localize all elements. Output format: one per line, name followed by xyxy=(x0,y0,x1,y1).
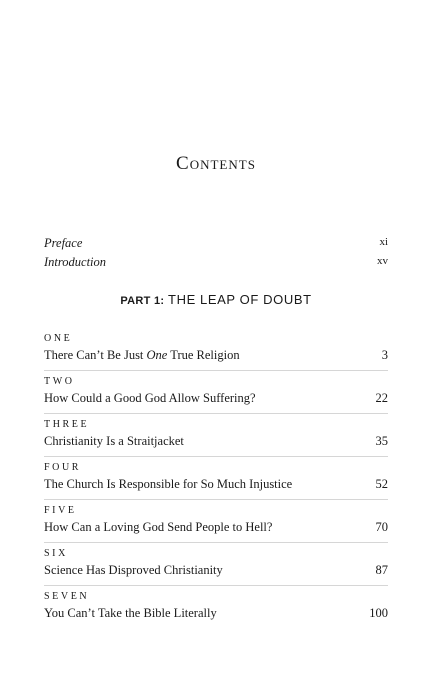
chapter-number: FOUR xyxy=(44,462,82,473)
divider xyxy=(44,413,388,414)
page-number: 87 xyxy=(375,563,388,577)
chapter-number: FIVE xyxy=(44,505,77,516)
chapter-title-part: True Religion xyxy=(167,348,240,362)
chapter-entry-seven[interactable] xyxy=(44,591,388,631)
chapter-entry-five[interactable] xyxy=(44,505,388,545)
chapter-number: THREE xyxy=(44,419,90,430)
page-number: xv xyxy=(377,255,388,267)
chapter-number: SIX xyxy=(44,548,68,559)
chapter-number: SEVEN xyxy=(44,591,90,602)
chapter-title: Christianity Is a Straitjacket xyxy=(44,434,184,448)
chapter-title xyxy=(44,348,240,363)
divider xyxy=(44,585,388,586)
page-number: 100 xyxy=(369,606,388,620)
page-number: 52 xyxy=(375,477,388,491)
divider xyxy=(44,370,388,371)
page-number: 35 xyxy=(375,434,388,448)
front-matter-introduction[interactable] xyxy=(44,255,388,273)
chapter-number: ONE xyxy=(44,333,73,344)
divider xyxy=(44,456,388,457)
part-heading xyxy=(0,292,432,307)
chapter-title: Science Has Disproved Christianity xyxy=(44,563,223,577)
chapter-title-part: There Can’t Be Just xyxy=(44,348,147,362)
divider xyxy=(44,499,388,500)
chapter-title-emphasis: One xyxy=(146,348,168,362)
chapter-entry-one[interactable] xyxy=(44,333,388,373)
chapter-title: The Church Is Responsible for So Much Injustice xyxy=(44,477,293,491)
divider xyxy=(44,542,388,543)
chapter-number: TWO xyxy=(44,376,75,387)
front-matter-preface[interactable] xyxy=(44,236,388,254)
page-number: xi xyxy=(379,236,388,248)
front-matter-label: Introduction xyxy=(44,255,107,269)
chapter-title: You Can’t Take the Bible Literally xyxy=(44,606,217,620)
chapter-entry-three[interactable] xyxy=(44,419,388,459)
chapter-title: How Can a Loving God Send People to Hell? xyxy=(44,520,273,534)
front-matter-label: Preface xyxy=(44,236,83,250)
page-number: 3 xyxy=(381,348,388,362)
page-number: 22 xyxy=(375,391,388,405)
part-prefix: PART 1: xyxy=(120,295,165,307)
part-title: THE LEAP OF DOUBT xyxy=(168,292,312,307)
chapter-entry-four[interactable] xyxy=(44,462,388,502)
chapter-title: How Could a Good God Allow Suffering? xyxy=(44,391,256,405)
chapter-entry-two[interactable] xyxy=(44,376,388,416)
chapter-entry-six[interactable] xyxy=(44,548,388,588)
page-title: Contents xyxy=(176,153,256,174)
page-number: 70 xyxy=(375,520,388,534)
